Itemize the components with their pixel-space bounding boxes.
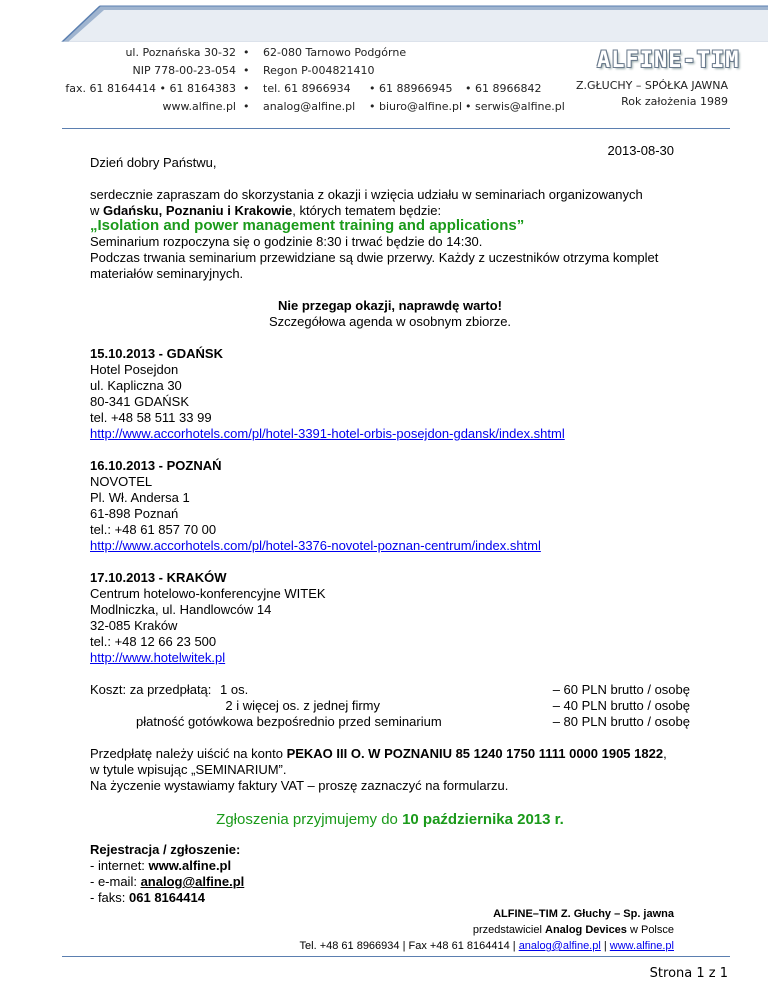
- venue-title: 16.10.2013 - POZNAŃ: [90, 458, 222, 473]
- header-nip: NIP 778-00-23-054: [132, 64, 236, 77]
- page-number: Strona 1 z 1: [649, 966, 728, 981]
- venue-title: 15.10.2013 - GDAŃSK: [90, 346, 223, 361]
- payment-account: Przedpłatę należy uiścić na konto PEKAO III O. W POZNANIU 85 1240 1750 1111 0000 1905 1822,: [90, 746, 667, 761]
- intro-line-2: w Gdańsku, Poznaniu i Krakowie, których tematem będzie:: [90, 203, 442, 218]
- header-phones: tel. 61 8966934 • 61 88966945 • 61 8966842: [263, 82, 542, 95]
- header-decoration: [0, 0, 768, 42]
- footer-company: ALFINE–TIM Z. Głuchy – Sp. jawna: [493, 908, 674, 920]
- call-to-action: Nie przegap okazji, naprawdę warto!: [278, 298, 502, 313]
- registration-internet: - internet: www.alfine.pl: [90, 858, 232, 873]
- venue-link-poznan[interactable]: http://www.accorhotels.com/pl/hotel-3376-novotel-poznan-centrum/index.shtml: [90, 538, 541, 553]
- header-divider: [62, 128, 730, 129]
- seminar-time: Seminarium rozpoczyna się o godzinie 8:30 i trwać będzie do 14:30.: [90, 234, 483, 249]
- registration-fax: - faks: 061 8164414: [90, 890, 205, 905]
- breaks-line-2: materiałów seminaryjnych.: [90, 266, 244, 281]
- payment-title: w tytule wpisując „SEMINARIUM”.: [90, 762, 287, 777]
- header-regon: Regon P-004821410: [263, 64, 375, 77]
- cost-price-2: – 40 PLN brutto / osobę: [552, 698, 690, 713]
- header-bullets: • • • •: [243, 46, 250, 113]
- header-contact-block: [263, 44, 565, 116]
- footer-representative: przedstawiciel Analog Devices w Polsce: [472, 924, 674, 936]
- vat-note: Na życzenie wystawiamy faktury VAT – proszę zaznaczyć na formularzu.: [90, 778, 509, 793]
- header-www: www.alfine.pl: [162, 100, 236, 113]
- header-city: 62-080 Tarnowo Podgórne: [263, 46, 407, 59]
- footer-contact: Tel. +48 61 8966934 | Fax +48 61 8164414 | analog@alfine.pl | www.alfine.pl: [299, 940, 674, 952]
- footer-email-link[interactable]: analog@alfine.pl: [518, 940, 601, 952]
- header-fax: fax. 61 8164414 • 61 8164383: [65, 82, 236, 95]
- cost-label: Koszt: za przedpłatą:: [90, 682, 212, 697]
- cost-option-3: płatność gotówkowa bezpośrednio przed seminarium: [136, 714, 442, 729]
- cost-price-1: – 60 PLN brutto / osobę: [552, 682, 690, 697]
- cost-price-3: – 80 PLN brutto / osobę: [552, 714, 690, 729]
- footer-divider: [62, 956, 730, 957]
- intro-line-1: serdecznie zapraszam do skorzystania z okazji i wzięcia udziału w seminariach organizowanych: [90, 187, 643, 202]
- deadline: Zgłoszenia przyjmujemy do 10 października 2013 r.: [216, 811, 564, 828]
- venue-gdansk: 15.10.2013 - GDAŃSK Hotel Posejdon ul. Kapliczna 30 80-341 GDAŃSK tel. +48 58 511 33 99 http://www.accorhotels.com/pl/hotel-3391-hotel-orbis-posejdon-gdansk/index.shtml: [90, 346, 690, 442]
- company-subtitle: Z.GŁUCHY – SPÓŁKA JAWNA Rok założenia 1989: [575, 79, 728, 108]
- footer-block: [300, 906, 674, 954]
- footer-www-link[interactable]: www.alfine.pl: [609, 940, 674, 952]
- cost-option-2: 2 i więcej os. z jednej firmy: [225, 698, 380, 713]
- venue-poznan: 16.10.2013 - POZNAŃ NOVOTEL Pl. Wł. Andersa 1 61-898 Poznań tel.: +48 61 857 70 00 http://www.accorhotels.com/pl/hotel-3376-novotel-poznan-centrum/index.shtml: [90, 458, 690, 554]
- cost-table: [90, 682, 690, 734]
- registration-title: Rejestracja / zgłoszenie:: [90, 842, 241, 857]
- header-emails: analog@alfine.pl • biuro@alfine.pl • serwis@alfine.pl: [263, 100, 565, 113]
- greeting: Dzień dobry Państwu,: [90, 155, 217, 170]
- letter-date: 2013-08-30: [607, 143, 674, 158]
- venue-link-krakow[interactable]: http://www.hotelwitek.pl: [90, 650, 226, 665]
- company-logo: ALFINE-TIM: [597, 48, 740, 73]
- letter-body: [90, 155, 690, 906]
- cost-option-1: 1 os.: [220, 682, 249, 697]
- agenda-note: Szczegółowa agenda w osobnym zbiorze.: [268, 314, 512, 329]
- venue-link-gdansk[interactable]: http://www.accorhotels.com/pl/hotel-3391-hotel-orbis-posejdon-gdansk/index.shtml: [90, 426, 565, 441]
- venue-title: 17.10.2013 - KRAKÓW: [90, 570, 227, 585]
- header-address-block: [65, 44, 236, 116]
- header-street: ul. Poznańska 30-32: [125, 46, 236, 59]
- registration-email: - e-mail: analog@alfine.pl: [90, 874, 245, 889]
- seminar-topic: „Isolation and power management training and applications”: [90, 217, 525, 234]
- breaks-line-1: Podczas trwania seminarium przewidziane są dwie przerwy. Każdy z uczestników otrzyma komplet: [90, 250, 659, 265]
- venue-krakow: 17.10.2013 - KRAKÓW Centrum hotelowo-konferencyjne WITEK Modlniczka, ul. Handlowców 14 32-085 Kraków tel.: +48 12 66 23 500 http://www.hotelwitek.pl: [90, 570, 690, 666]
